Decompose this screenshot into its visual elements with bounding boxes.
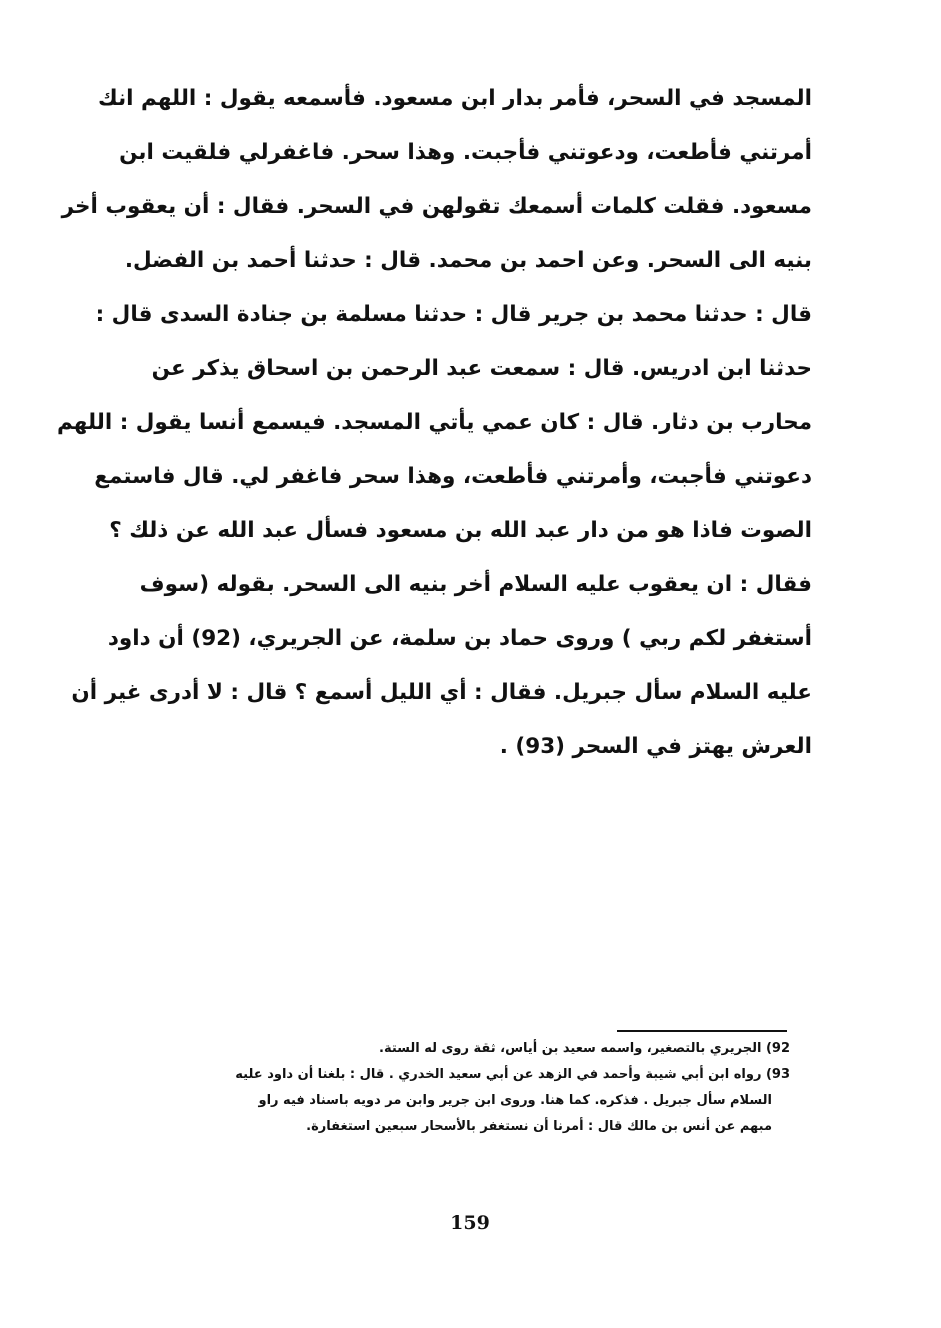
- text-line-2: أمرتني فأطعت، ودعوتني فأجبت. وهذا سحر. فاغفرلي فلقيت ابن: [119, 140, 812, 165]
- text-line-1: المسجد في السحر، فأمر بدار ابن مسعود. فأسمعه يقول : اللهم انك: [98, 86, 812, 111]
- text-line-3: مسعود. فقلت كلمات أسمعك تقولهن في السحر. فقال : أن يعقوب أخر: [61, 194, 812, 219]
- text-line-6: حدثنا ابن ادريس. قال : سمعت عبد الرحمن بن اسحاق يذكر عن: [151, 356, 812, 381]
- text-line-8: دعوتني فأجبت، وأمرتني فأطعت، وهذا سحر فاغفر لي. قال فاستمع: [94, 464, 812, 489]
- text-line-9: الصوت فاذا هو من دار عبد الله بن مسعود فسأل عبد الله عن ذلك ؟: [109, 518, 812, 543]
- text-line-5: قال : حدثنا محمد بن جرير قال : حدثنا مسلمة بن جنادة السدى قال :: [95, 302, 812, 327]
- footnote-93-continued-1: السلام سأل جبريل . فذكره. كما هنا. وروى ابن جرير وابن مر دويه باسناد فيه راو: [258, 1093, 772, 1108]
- page-number: 159: [450, 1212, 490, 1234]
- text-line-13: العرش يهتز في السحر (93) .: [499, 734, 812, 759]
- footnotes-block: [158, 1036, 790, 1140]
- footnote-92: 92) الجريري بالتصغير، واسمه سعيد بن أياس، ثقة روى له الستة.: [379, 1041, 790, 1056]
- text-line-12: عليه السلام سأل جبريل. فقال : أي الليل أسمع ؟ قال : لا أدرى غير أن: [71, 680, 812, 705]
- text-line-4: بنيه الى السحر. وعن احمد بن محمد. قال : حدثنا أحمد بن الفضل.: [124, 248, 812, 273]
- footnote-93: 93) رواه ابن أبي شيبة وأحمد في الزهد عن أبي سعيد الخدري . قال : بلغنا أن داود عليه: [235, 1067, 790, 1082]
- footnote-separator: [617, 1030, 787, 1032]
- text-line-10: فقال : ان يعقوب عليه السلام أخر بنيه الى السحر. بقوله (سوف: [139, 572, 812, 597]
- footnote-93-continued-2: مبهم عن أنس بن مالك قال : أمرنا أن نستغفر بالأسحار سبعين استغفارة.: [306, 1119, 772, 1134]
- text-line-7: محارب بن دثار. قال : كان عمي يأتي المسجد. فيسمع أنسا يقول : اللهم: [56, 410, 812, 435]
- main-text-block: [56, 72, 812, 774]
- text-line-11: أستغفر لكم ربي ) وروى حماد بن سلمة، عن الجريري، (92) أن داود: [107, 626, 812, 651]
